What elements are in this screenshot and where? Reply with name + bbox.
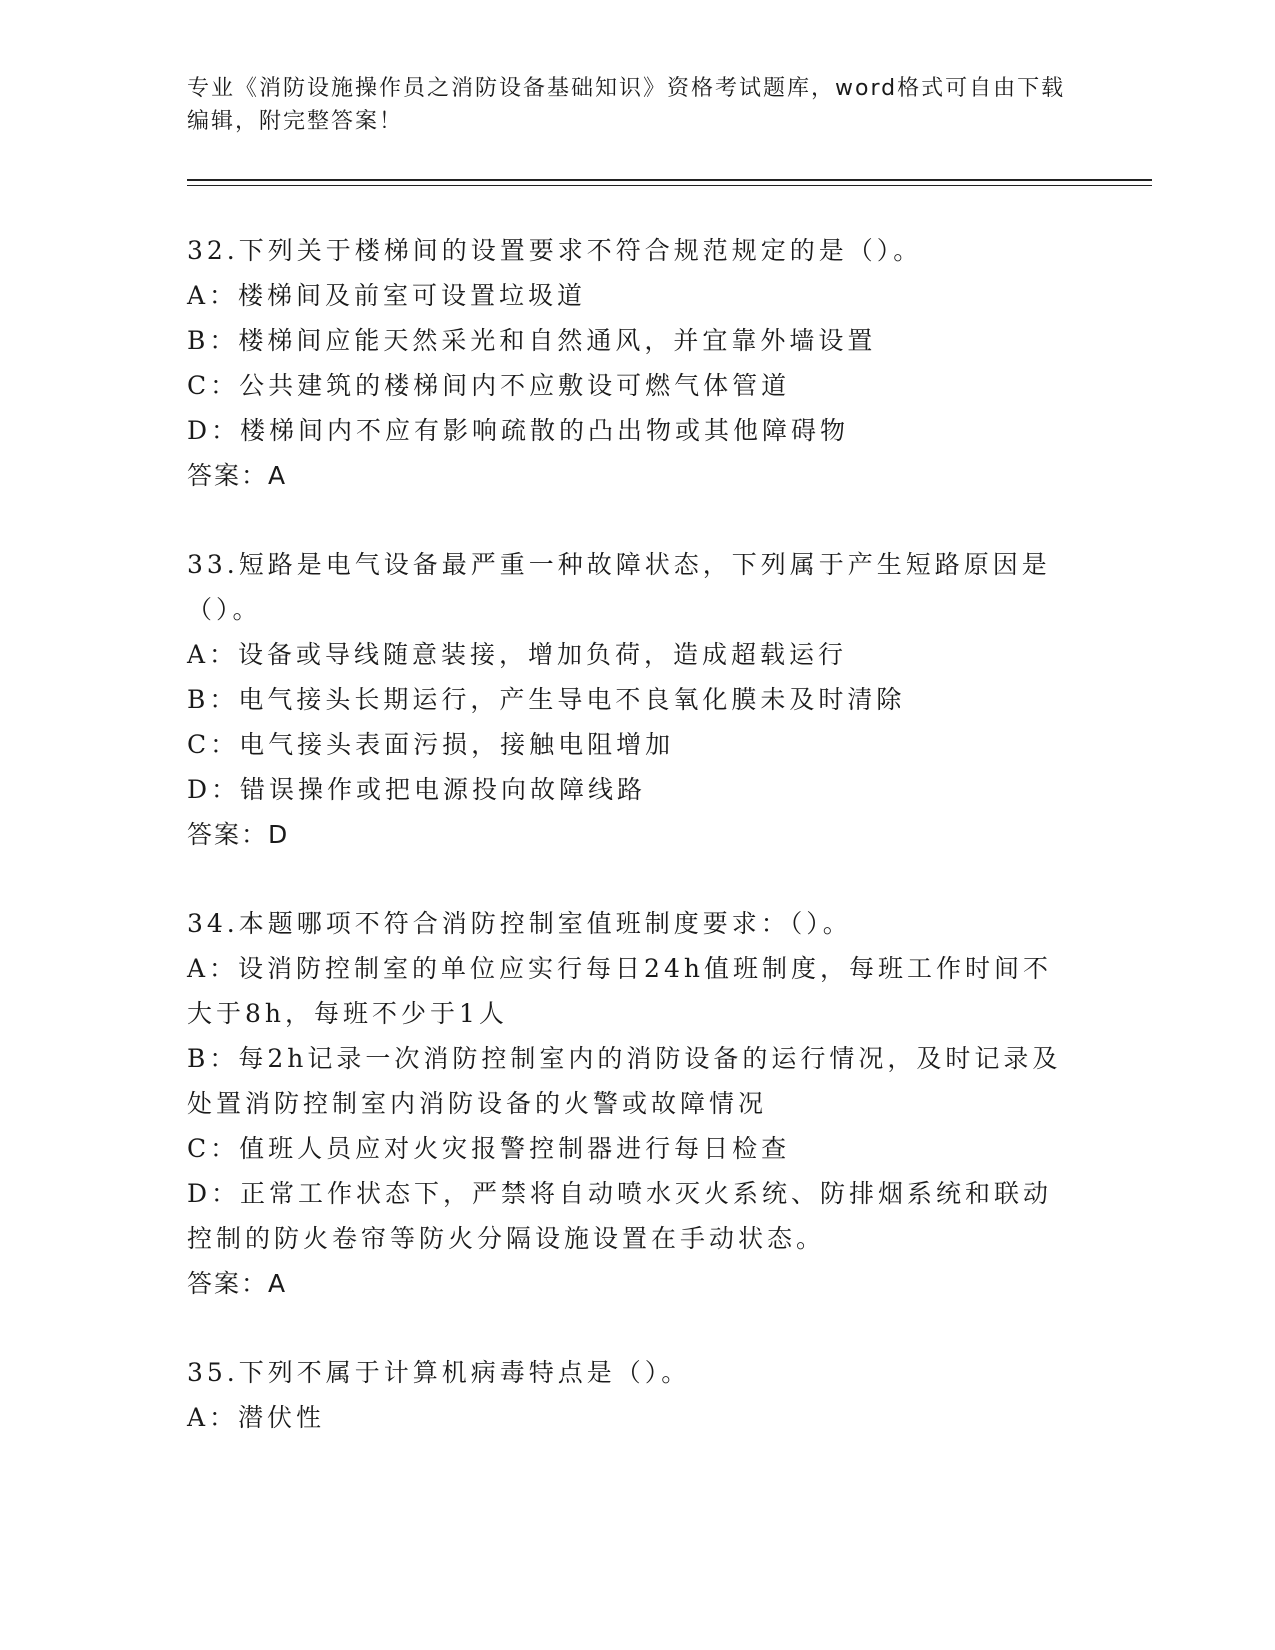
document-header: 专业《消防设施操作员之消防设备基础知识》资格考试题库，word格式可自由下载编辑，附完整答案！ — [187, 76, 1066, 134]
question-stem: 35.下列不属于计算机病毒特点是（）。 — [187, 1358, 691, 1387]
option-d: D：正常工作状态下，严禁将自动喷水灭火系统、防排烟系统和联动控制的防火卷帘等防火分隔设施设置在手动状态。 — [187, 1179, 1053, 1253]
question-35 — [187, 1350, 1077, 1440]
answer-line: 答案：A — [187, 1269, 288, 1298]
option-c: C：公共建筑的楼梯间内不应敷设可燃气体管道 — [187, 371, 791, 400]
question-stem: 32.下列关于楼梯间的设置要求不符合规范规定的是（）。 — [187, 236, 923, 265]
option-d: D：楼梯间内不应有影响疏散的凸出物或其他障碍物 — [187, 416, 850, 445]
question-33 — [187, 542, 1077, 857]
option-b: B：楼梯间应能天然采光和自然通风，并宜靠外墙设置 — [187, 326, 877, 355]
answer-line: 答案：A — [187, 461, 288, 490]
option-a: A：潜伏性 — [187, 1403, 326, 1432]
question-list — [187, 228, 1077, 1484]
option-d: D：错误操作或把电源投向故障线路 — [187, 775, 647, 804]
header-rule-thin — [187, 185, 1152, 186]
question-stem: 34.本题哪项不符合消防控制室值班制度要求：（）。 — [187, 909, 852, 938]
option-c: C：电气接头表面污损，接触电阻增加 — [187, 730, 675, 759]
header-rule-thick — [187, 179, 1152, 181]
question-34 — [187, 901, 1077, 1306]
option-c: C：值班人员应对火灾报警控制器进行每日检查 — [187, 1134, 791, 1163]
option-b: B：电气接头长期运行，产生导电不良氧化膜未及时清除 — [187, 685, 906, 714]
option-b: B：每2h记录一次消防控制室内的消防设备的运行情况，及时记录及处置消防控制室内消防设备的火警或故障情况 — [187, 1044, 1062, 1118]
option-a: A：设备或导线随意装接，增加负荷，造成超载运行 — [187, 640, 848, 669]
question-32 — [187, 228, 1077, 498]
answer-line: 答案：D — [187, 820, 290, 849]
option-a: A：楼梯间及前室可设置垃圾道 — [187, 281, 587, 310]
question-stem: 33.短路是电气设备最严重一种故障状态，下列属于产生短路原因是（）。 — [187, 550, 1051, 624]
option-a: A：设消防控制室的单位应实行每日24h值班制度，每班工作时间不大于8h，每班不少于1人 — [187, 954, 1052, 1028]
